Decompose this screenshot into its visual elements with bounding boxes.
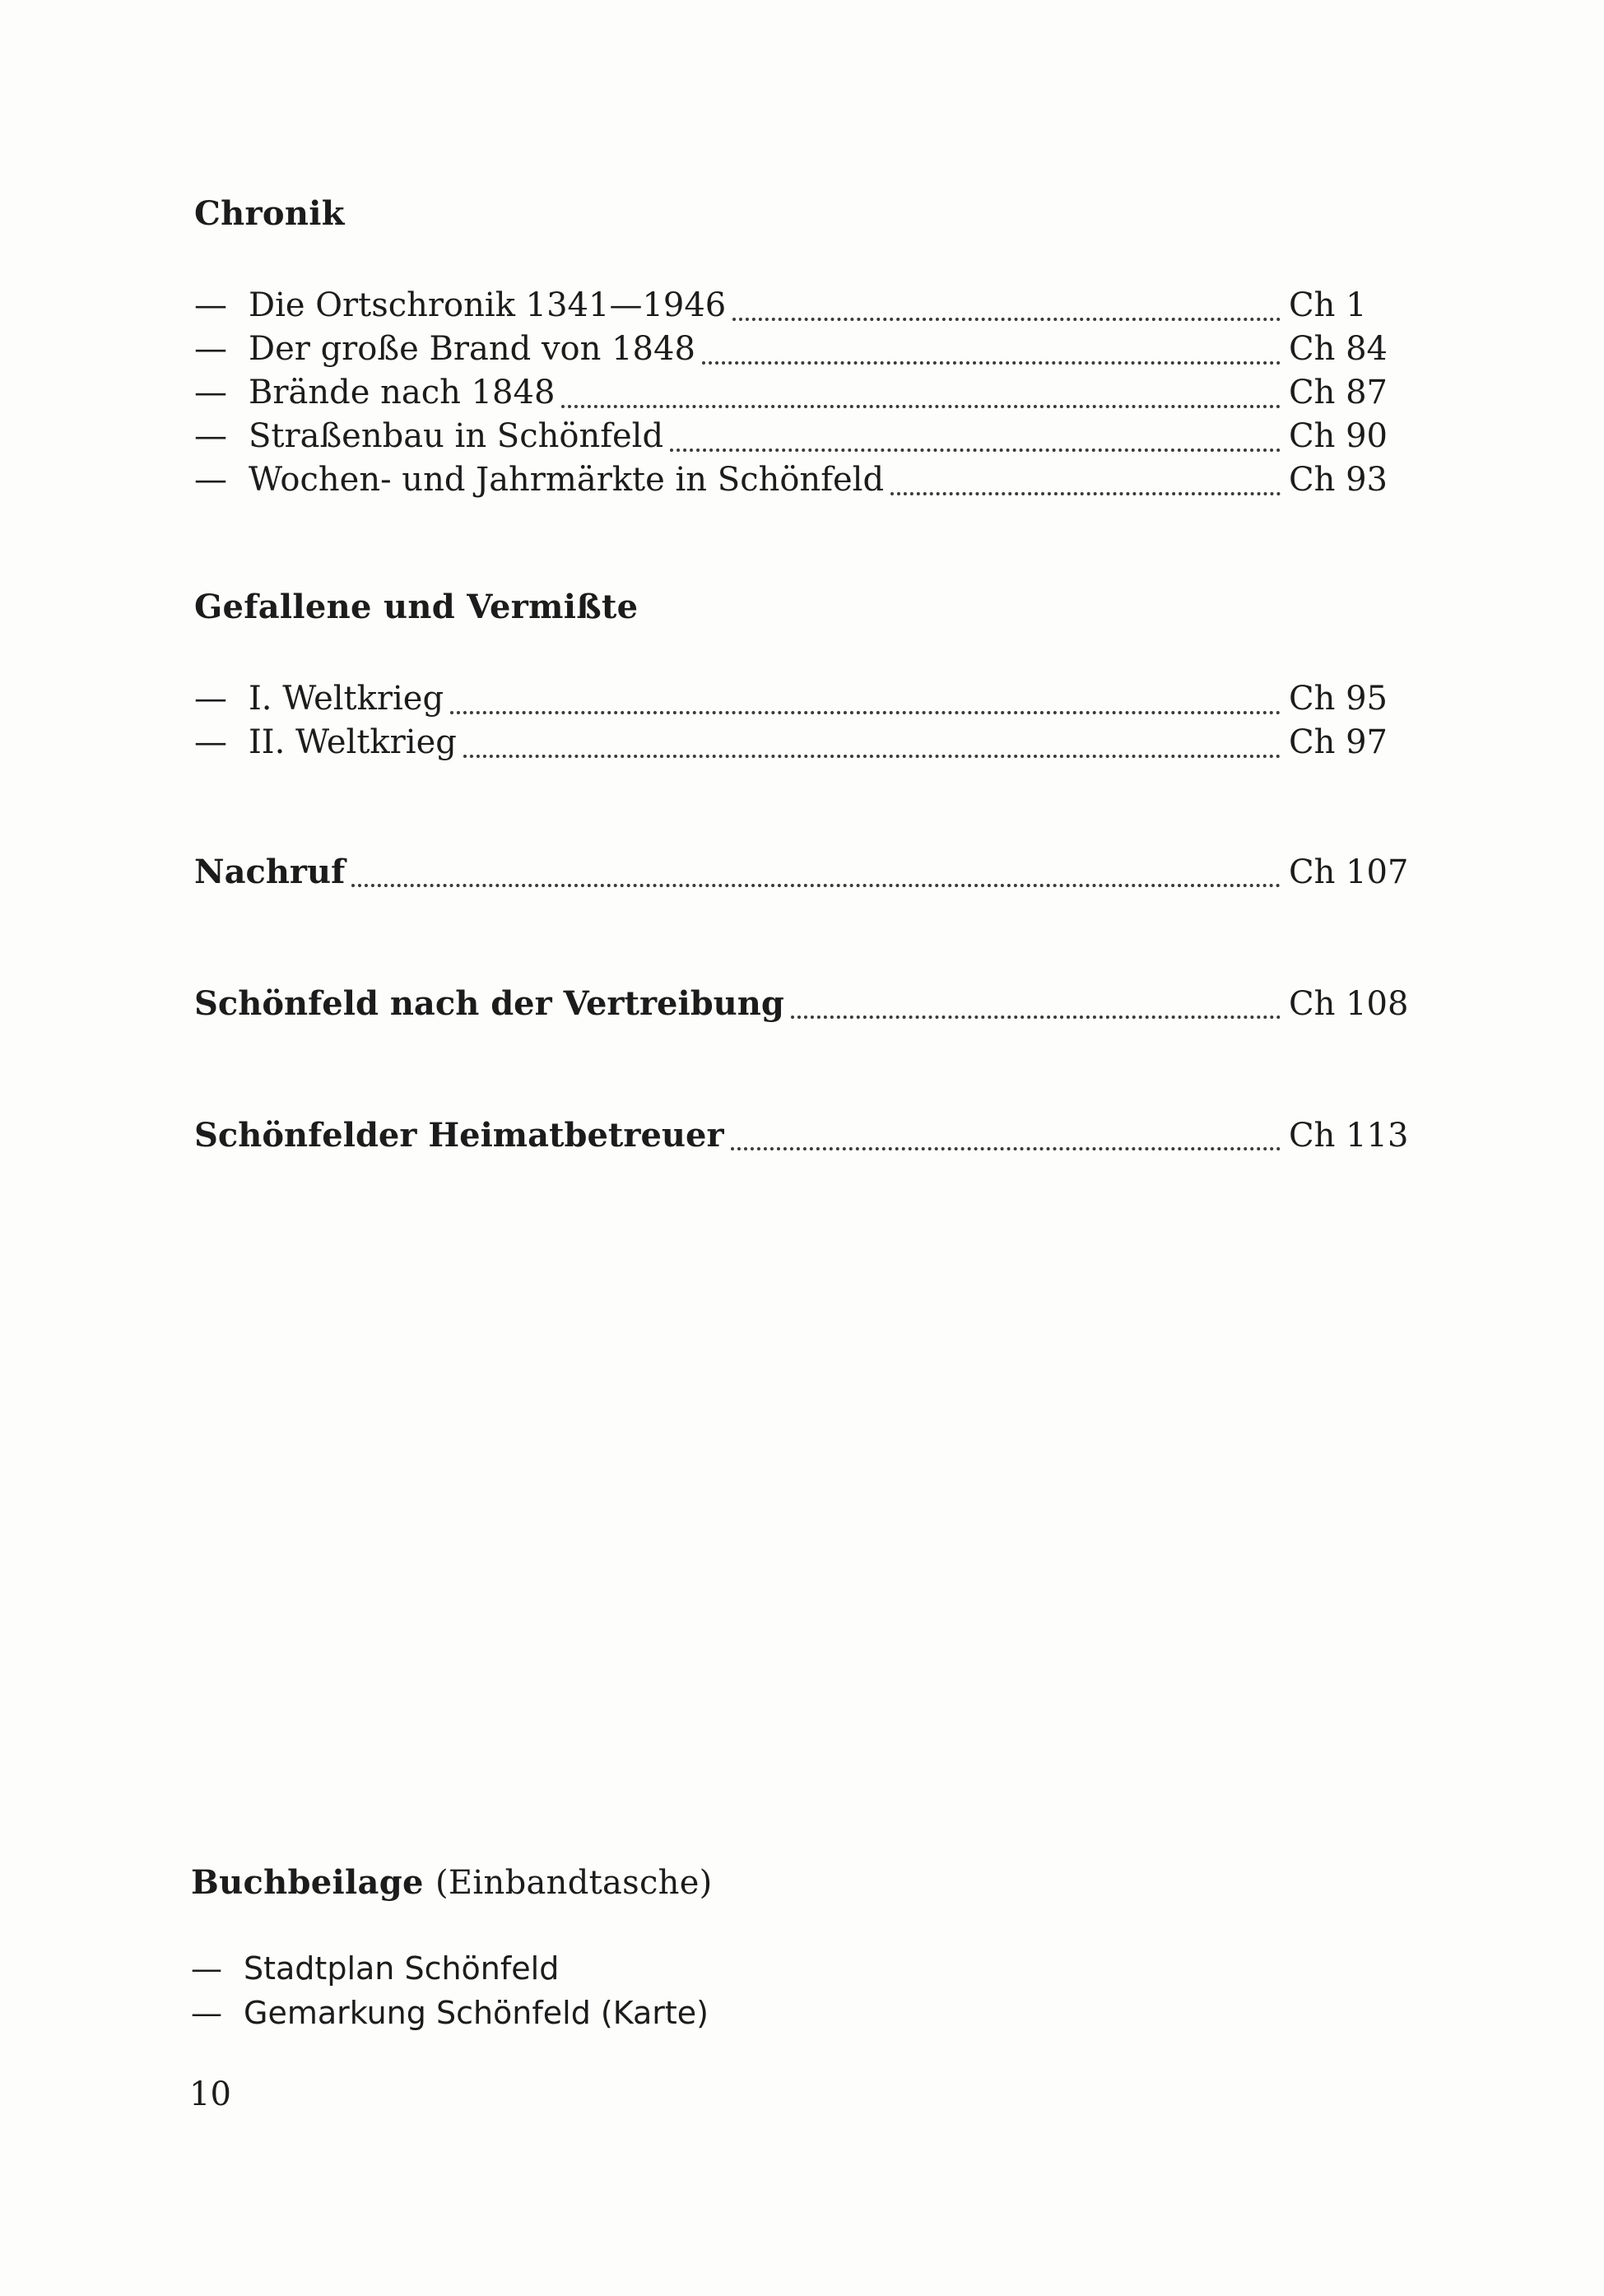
toc-entry-nachruf — [194, 853, 1409, 899]
dot-leader — [561, 405, 1281, 408]
entry-page-ref: Ch 97 — [1289, 723, 1388, 761]
entry-label: II. Weltkrieg — [249, 723, 457, 761]
toc-entry — [194, 286, 1404, 332]
toc-entry — [194, 461, 1404, 507]
toc-entry — [194, 417, 1404, 463]
buchbeilage-title: Buchbeilage — [191, 1863, 424, 1902]
dot-leader — [670, 449, 1281, 452]
item-dash: — — [191, 1995, 222, 2031]
entry-page-ref: Ch 90 — [1289, 417, 1388, 455]
entry-page-ref: Ch 113 — [1289, 1117, 1409, 1155]
entry-page-ref: Ch 107 — [1289, 853, 1409, 891]
dot-leader — [450, 711, 1281, 714]
list-item — [191, 1995, 709, 2031]
dot-leader — [791, 1016, 1281, 1019]
list-item — [191, 1950, 559, 1987]
toc-entry-heimatbetreuer — [194, 1116, 1409, 1162]
entry-page-ref: Ch 1 — [1289, 286, 1367, 324]
entry-label: Brände nach 1848 — [249, 374, 556, 411]
entry-page-ref: Ch 95 — [1289, 680, 1388, 718]
section-heading-buchbeilage — [191, 1863, 713, 1902]
entry-page-ref: Ch 87 — [1289, 374, 1388, 411]
item-dash: — — [191, 1950, 222, 1987]
entry-label: Schönfeld nach der Vertreibung — [194, 984, 784, 1023]
entry-label: I. Weltkrieg — [249, 680, 444, 718]
dot-leader — [702, 361, 1281, 365]
entry-label: Straßenbau in Schönfeld — [249, 417, 664, 455]
entry-dash: — — [194, 374, 227, 411]
dot-leader — [731, 1147, 1281, 1150]
entry-dash: — — [194, 286, 227, 324]
dot-leader — [351, 884, 1281, 887]
entry-dash: — — [194, 330, 227, 368]
entry-page-ref: Ch 108 — [1289, 985, 1409, 1023]
item-label: Gemarkung Schönfeld (Karte) — [244, 1995, 709, 2031]
entry-label: Wochen- und Jahrmärkte in Schönfeld — [249, 461, 885, 499]
item-label: Stadtplan Schönfeld — [244, 1950, 560, 1987]
section-heading-chronik: Chronik — [194, 194, 345, 233]
section-heading-gefallene: Gefallene und Vermißte — [194, 588, 639, 626]
entry-label: Schönfelder Heimatbetreuer — [194, 1116, 724, 1155]
entry-dash: — — [194, 723, 227, 761]
entry-label: Nachruf — [194, 853, 346, 891]
entry-label: Der große Brand von 1848 — [249, 330, 695, 368]
toc-entry — [194, 374, 1404, 420]
entry-dash: — — [194, 417, 227, 455]
dot-leader — [890, 492, 1281, 495]
toc-entry — [194, 680, 1404, 726]
page-number: 10 — [189, 2075, 231, 2113]
toc-entry-vertreibung — [194, 984, 1409, 1030]
dot-leader — [463, 755, 1281, 758]
toc-entry — [194, 330, 1404, 376]
entry-dash: — — [194, 461, 227, 499]
dot-leader — [732, 318, 1281, 321]
entry-label: Die Ortschronik 1341—1946 — [249, 286, 727, 324]
buchbeilage-subtitle: (Einbandtasche) — [435, 1864, 713, 1902]
entry-page-ref: Ch 84 — [1289, 330, 1388, 368]
entry-dash: — — [194, 680, 227, 718]
entry-page-ref: Ch 93 — [1289, 461, 1388, 499]
toc-entry — [194, 723, 1404, 769]
